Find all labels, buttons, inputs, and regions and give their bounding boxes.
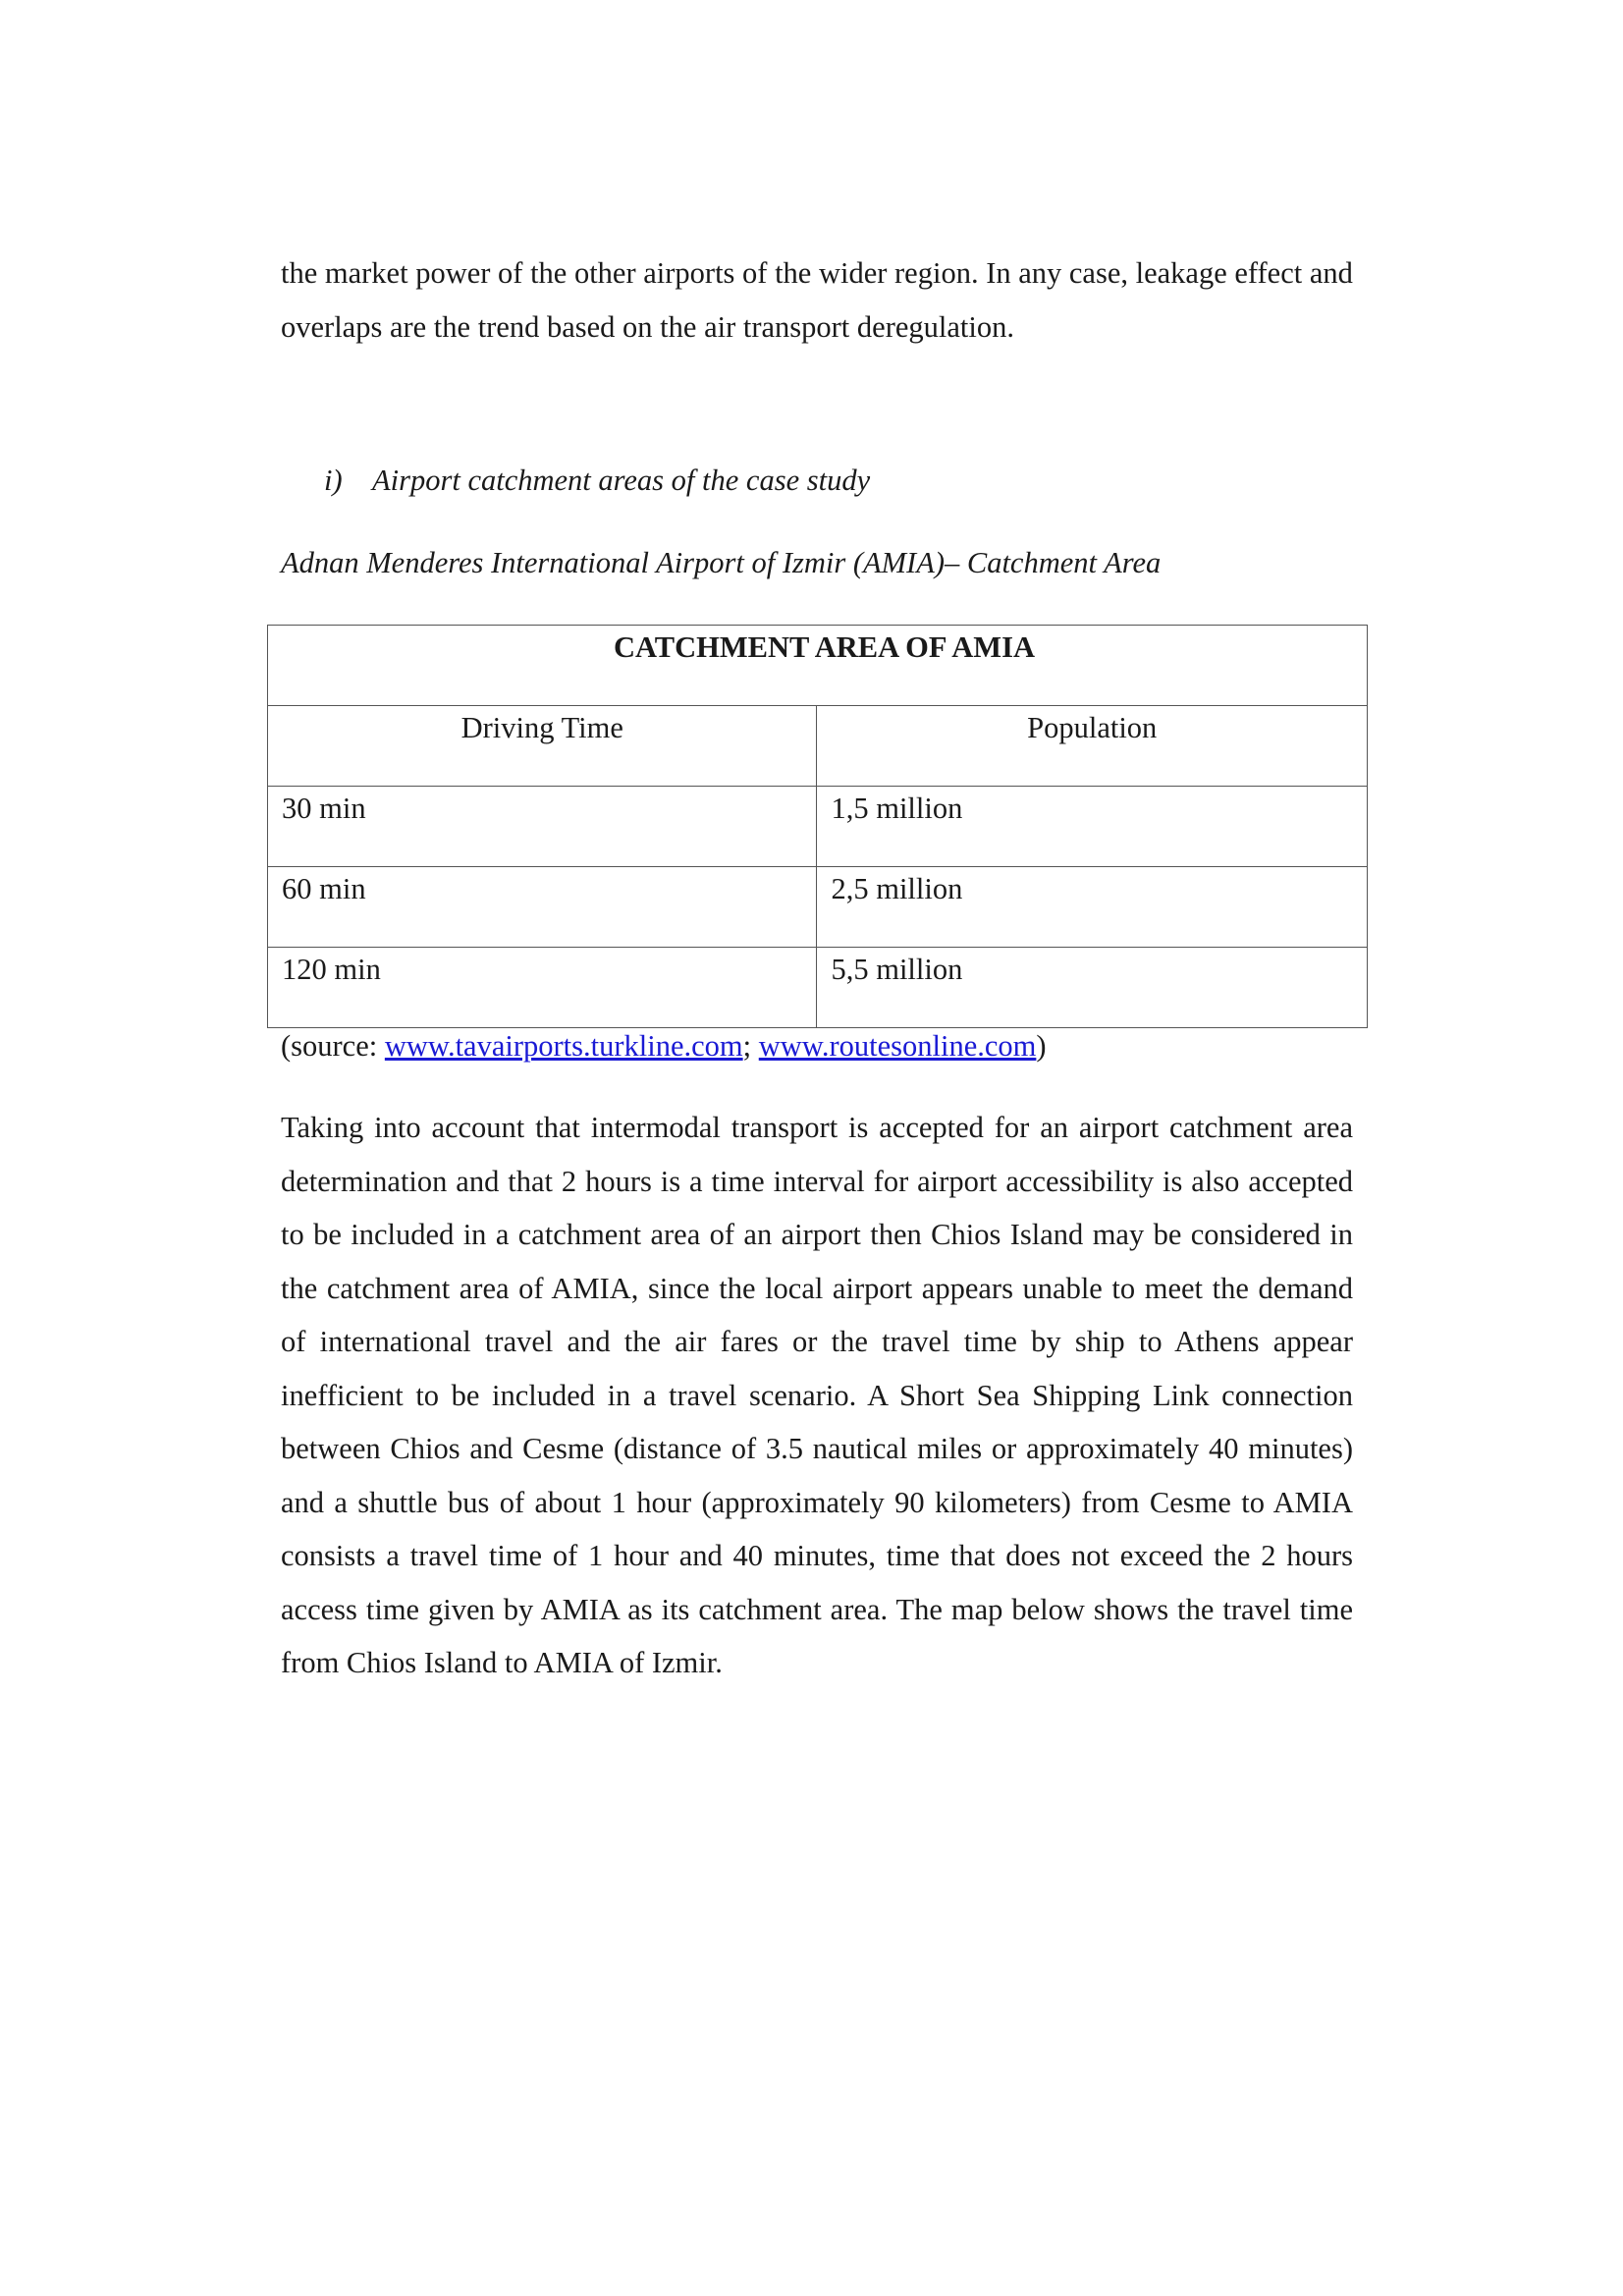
table-header-row	[268, 706, 1368, 787]
column-header-driving-time: Driving Time	[268, 706, 817, 787]
body-paragraph: Taking into account that intermodal transport is accepted for an airport catchment area determination and that 2 hours is a time interval for airport accessibility is also accepted to be included in a catchment area of an airport then Chios Island may be considered in the catchment area of AMIA, since the local airport appears unable to meet the demand of international travel and the air fares or the travel time by ship to Athens appear inefficient to be included in a travel scenario. A Short Sea Shipping Link connection between Chios and Cesme (distance of 3.5 nautical miles or approximately 40 minutes) and a shuttle bus of about 1 hour (approximately 90 kilometers) from Cesme to AMIA consists a travel time of 1 hour and 40 minutes, time that does not exceed the 2 hours access time given by AMIA as its catchment area. The map below shows the travel time from Chios Island to AMIA of Izmir.	[281, 1111, 1353, 1679]
table-row	[268, 787, 1368, 867]
source-link-routesonline[interactable]: www.routesonline.com	[758, 1029, 1037, 1063]
table-cell-driving-time: 30 min	[268, 787, 817, 867]
source-suffix: )	[1036, 1029, 1047, 1063]
column-header-population: Population	[817, 706, 1368, 787]
table-cell-driving-time: 60 min	[268, 867, 817, 948]
sub-heading: Adnan Menderes International Airport of Izmir (AMIA)– Catchment Area	[281, 546, 1162, 579]
source-separator: ;	[742, 1029, 759, 1063]
section-heading	[324, 459, 870, 502]
source-link-tavairports[interactable]: www.tavairports.turkline.com	[384, 1029, 743, 1063]
catchment-table	[267, 625, 1368, 1028]
table-cell-population: 2,5 million	[817, 867, 1368, 948]
table-title-row	[268, 626, 1368, 706]
table-row	[268, 867, 1368, 948]
table-title: CATCHMENT AREA OF AMIA	[268, 626, 1368, 706]
intro-paragraph: the market power of the other airports of the wider region. In any case, leakage effect and overlaps are the trend based on the air transport deregulation.	[281, 256, 1353, 344]
table-cell-driving-time: 120 min	[268, 948, 817, 1028]
source-note	[281, 1026, 1047, 1066]
table-cell-population: 1,5 million	[817, 787, 1368, 867]
table-row	[268, 948, 1368, 1028]
section-title: Airport catchment areas of the case study	[372, 464, 871, 497]
section-number: i)	[324, 464, 343, 497]
source-prefix: (source:	[281, 1029, 385, 1063]
table-cell-population: 5,5 million	[817, 948, 1368, 1028]
